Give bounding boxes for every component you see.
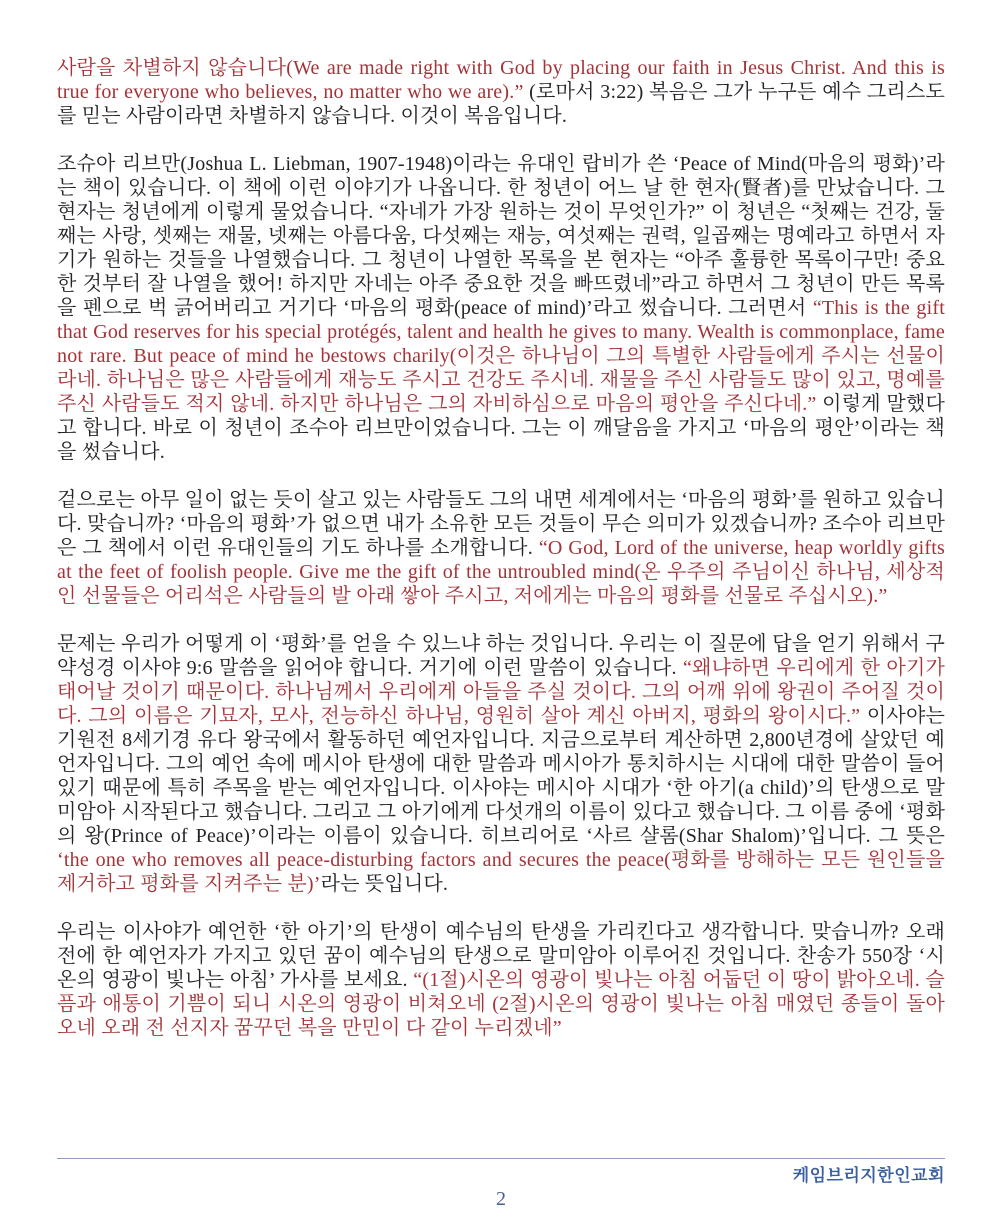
page-number: 2 <box>496 1188 506 1210</box>
text-segment-red: “This is the gift that God reserves for his special protégés, talent and health he gives to many. Wealth is commonplace, fame not rare. But peace of mind he bestows charily(이것은 하나님이 그의 특별한 사람들에게 주시는 선물이라네. 하나님은 많은 사람들에게 재능도 주시고 건강도 주시네. 재물을 주신 사람들도 많이 있고, 명예를 주신 사람들도 적지 않네. 하지만 하나님은 그의 자비하심으로 마음의 평안을 주신다네.” <box>57 297 945 415</box>
text-segment-dark: 이렇게 말했다고 합니다. 바로 이 청년이 조수아 리브만이었습니다. 그는 이 깨달음을 가지고 ‘마음의 평안’이라는 책을 썼습니다. <box>57 393 945 463</box>
church-name: 케임브리지한인교회 <box>792 1166 945 1185</box>
text-segment-red: 사람을 차별하지 않습니다(We are made right with God by placing our faith in Jesus Christ. And this is true for everyone who believes, no matter who we are).” <box>57 57 945 103</box>
text-segment-dark: 겉으로는 아무 일이 없는 듯이 살고 있는 사람들도 그의 내면 세계에서는 ‘마음의 평화’를 원하고 있습니다. 맞습니까? ‘마음의 평화’가 없으면 내가 소유한 모든 것들이 무슨 의미가 있겠습니까? 조수아 리브만은 그 책에서 이런 유대인들의 기도 하나를 소개합니다. <box>57 489 945 559</box>
text-segment-dark: 조슈아 리브만(Joshua L. Liebman, 1907-1948)이라는 유대인 랍비가 쓴 ‘Peace of Mind(마음의 평화)’라는 책이 있습니다. 이 책에 이런 이야기가 나옵니다. 한 청년이 어느 날 한 현자(賢者)를 만났습니다. 그 현자는 청년에게 이렇게 물었습니다. “자네가 가장 원하는 것이 무엇인가?” 이 청년은 “첫째는 건강, 둘째는 사랑, 셋째는 재물, 넷째는 아름다움, 다섯째는 재능, 여섯째는 권력, 일곱째는 명예라고 하면서 자기가 원하는 것들을 나열했습니다. 그 청년이 나열한 목록을 본 현자는 “아주 훌륭한 목록이구만! 중요한 것부터 잘 나열을 했어! 하지만 자네는 아주 중요한 것을 빠뜨렸네”라고 하면서 그 청년이 만든 목록을 펜으로 벅 긁어버리고 거기다 ‘마음의 평화(peace of mind)’라고 썼습니다. 그러면서 <box>57 153 945 319</box>
text-segment-dark: 문제는 우리가 어떻게 이 ‘평화’를 얻을 수 있느냐 하는 것입니다. 우리는 이 질문에 답을 얻기 위해서 구약성경 이사야 9:6 말씀을 읽어야 합니다. 거기에 이런 말씀이 있습니다. <box>57 633 945 679</box>
document-body <box>57 56 945 1064</box>
text-segment-red: “O God, Lord of the universe, heap worldly gifts at the feet of foolish people. Give me the gift of the untroubled mind(온 우주의 주님이신 하나님, 세상적인 선물들은 어리석은 사람들의 발 아래 쌓아 주시고, 저에게는 마음의 평화를 선물로 주십시오).” <box>57 537 945 607</box>
text-segment-dark: 우리는 이사야가 예언한 ‘한 아기’의 탄생이 예수님의 탄생을 가리킨다고 생각합니다. 맞습니까? 오래 전에 한 예언자가 가지고 있던 꿈이 예수님의 탄생으로 말미암아 이루어진 것입니다. 찬송가 550장 ‘시온의 영광이 빛나는 아침’ 가사를 보세요. <box>57 921 945 991</box>
page-footer <box>57 1158 945 1211</box>
paragraph <box>57 152 945 464</box>
text-segment-red: “왜냐하면 우리에게 한 아기가 태어날 것이기 때문이다. 하나님께서 우리에게 아들을 주실 것이다. 그의 어깨 위에 왕권이 주어질 것이다. 그의 이름은 기묘자, 모사, 전능하신 하나님, 영원히 살아 계신 아버지, 평화의 왕이시다.” <box>57 657 945 727</box>
paragraph <box>57 920 945 1040</box>
paragraph <box>57 488 945 608</box>
text-segment-dark: 라는 뜻입니다. <box>320 873 449 895</box>
text-segment-red: “(1절)시온의 영광이 빛나는 아침 어둡던 이 땅이 밝아오네. 슬픔과 애통이 기쁨이 되니 시온의 영광이 비쳐오네 (2절)시온의 영광이 빛나는 아침 매였던 종들이 돌아오네 오래 전 선지자 꿈꾸던 복을 만민이 다 같이 누리겠네” <box>57 969 945 1039</box>
text-segment-dark: 이사야는 기원전 8세기경 유다 왕국에서 활동하던 예언자입니다. 지금으로부터 계산하면 2,800년경에 살았던 예언자입니다. 그의 예언 속에 메시아 탄생에 대한 말씀과 메시아가 통치하시는 시대에 대한 말씀이 들어 있기 때문에 특히 주목을 받는 예언자입니다. 이사야는 메시아 시대가 ‘한 아기(a child)’의 탄생으로 말미암아 시작된다고 했습니다. 그리고 그 아기에게 다섯개의 이름이 있다고 했습니다. 그 이름 중에 ‘평화의 왕(Prince of Peace)’이라는 이름이 있습니다. 히브리어로 ‘사르 샬롬(Shar Shalom)’입니다. 그 뜻은 <box>57 705 945 847</box>
text-segment-red: ‘the one who removes all peace-disturbing factors and secures the peace(평화를 방해하는 모든 원인들을 제거하고 평화를 지켜주는 분)’ <box>57 849 945 895</box>
paragraph <box>57 632 945 896</box>
paragraph <box>57 56 945 128</box>
text-segment-dark: (로마서 3:22) 복음은 그가 누구든 예수 그리스도를 믿는 사람이라면 차별하지 않습니다. 이것이 복음입니다. <box>57 81 945 127</box>
